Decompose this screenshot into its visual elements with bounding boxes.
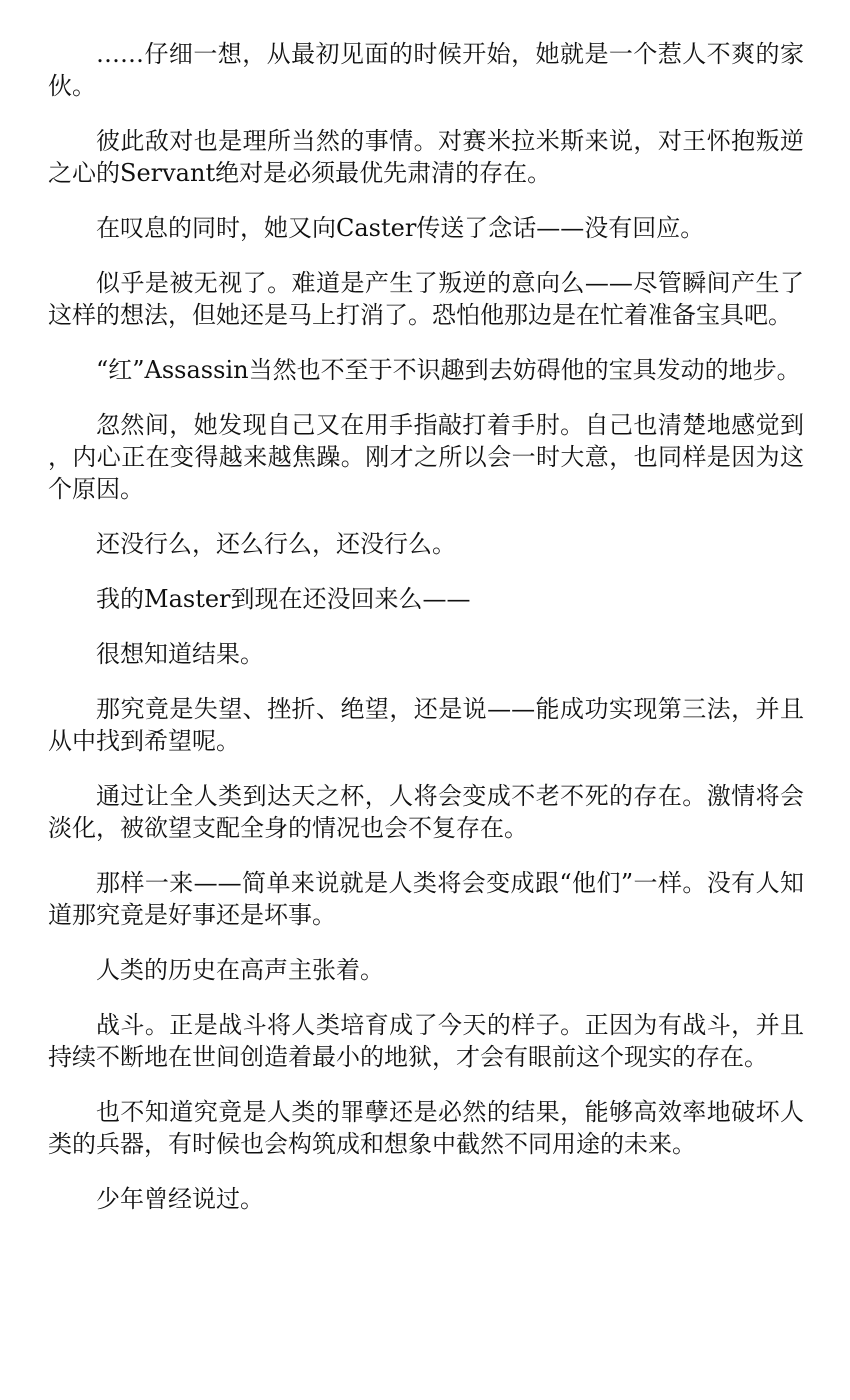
paragraph: 很想知道结果。	[96, 640, 264, 668]
paragraph: 在叹息的同时，她又向Caster传送了念话——没有回应。	[96, 214, 705, 242]
paragraph: 少年曾经说过。	[96, 1185, 264, 1213]
paragraph: 还没行么，还么行么，还没行么。	[96, 530, 456, 558]
paragraph: 也不知道究竟是人类的罪孽还是必然的结果，能够高效率地破坏人类的兵器，有时候也会构筑成和想象中截然不同用途的未来。	[48, 1098, 804, 1158]
paragraph: ……仔细一想，从最初见面的时候开始，她就是一个惹人不爽的家伙。	[48, 40, 804, 100]
paragraph: 似乎是被无视了。难道是产生了叛逆的意向么——尽管瞬间产生了这样的想法，但她还是马上打消了。恐怕他那边是在忙着准备宝具吧。	[48, 269, 804, 329]
document-body	[48, 38, 804, 1238]
paragraph: 那究竟是失望、挫折、绝望，还是说——能成功实现第三法，并且从中找到希望呢。	[48, 695, 804, 755]
paragraph: 战斗。正是战斗将人类培育成了今天的样子。正因为有战斗，并且持续不断地在世间创造着最小的地狱，才会有眼前这个现实的存在。	[48, 1011, 804, 1071]
paragraph: 那样一来——简单来说就是人类将会变成跟“他们”一样。没有人知道那究竟是好事还是坏事。	[48, 869, 804, 929]
paragraph: 我的Master到现在还没回来么——	[96, 585, 471, 613]
paragraph: 人类的历史在高声主张着。	[96, 956, 384, 984]
paragraph: 忽然间，她发现自己又在用手指敲打着手肘。自己也清楚地感觉到，内心正在变得越来越焦躁。刚才之所以会一时大意，也同样是因为这个原因。	[48, 411, 804, 503]
paragraph: 通过让全人类到达天之杯，人将会变成不老不死的存在。激情将会淡化，被欲望支配全身的情况也会不复存在。	[48, 782, 804, 842]
paragraph: “红”Assassin当然也不至于不识趣到去妨碍他的宝具发动的地步。	[96, 356, 801, 384]
paragraph: 彼此敌对也是理所当然的事情。对赛米拉米斯来说，对王怀抱叛逆之心的Servant绝对是必须最优先肃清的存在。	[48, 127, 804, 187]
